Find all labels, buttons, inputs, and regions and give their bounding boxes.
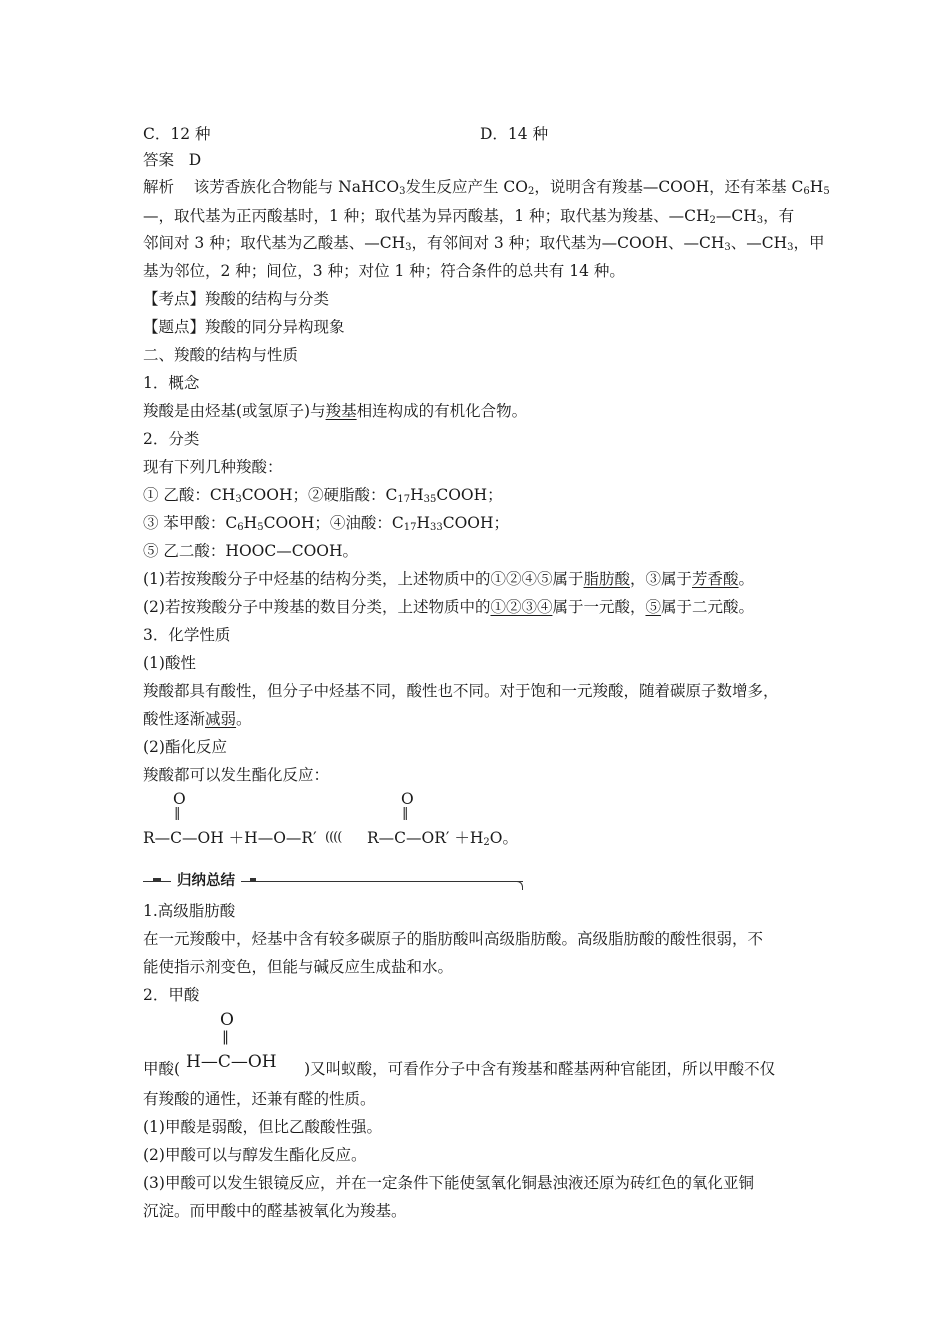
acid-text: COOH；②硬脂酸：C bbox=[241, 486, 398, 504]
acid-text: H bbox=[410, 486, 424, 504]
analysis-label: 解析 bbox=[143, 178, 175, 196]
banner-end bbox=[516, 881, 523, 890]
acid-list-line-3: ⑤ 乙二酸：HOOC—COOH。 bbox=[143, 542, 359, 560]
analysis-text: —，取代基为正丙酸基时，1 种；取代基为异丙酸基，1 种；取代基为羧基、—CH bbox=[143, 207, 710, 225]
classification-q1 bbox=[143, 567, 754, 591]
equation-reactants: R—C—OH ＋H—O—R′ bbox=[143, 829, 317, 847]
formic-text-1 bbox=[143, 1057, 775, 1081]
formic-point-3-cont: 沉淀。而甲酸中的醛基被氧化为羧基。 bbox=[143, 1202, 407, 1220]
acid-text: COOH； bbox=[436, 486, 503, 504]
q2-text: (2)若按羧酸分子中羧基的数目分类，上述物质中的 bbox=[143, 598, 491, 616]
double-bond-left: ‖ bbox=[174, 806, 181, 821]
equation-products-text: R—C—OR′ ＋H bbox=[367, 829, 484, 847]
formic-point-1: (1)甲酸是弱酸，但比乙酸酸性强。 bbox=[143, 1118, 382, 1136]
analysis-text: 邻间对 3 种；取代基为乙酸基、—CH bbox=[143, 234, 406, 252]
formic-chain: H—C—OH bbox=[186, 1052, 277, 1072]
acidity-text: 。 bbox=[236, 710, 252, 728]
acid-text: COOH； bbox=[442, 514, 510, 532]
q2-answer-1: ①②③④ bbox=[490, 598, 553, 616]
q1-answer-1: 脂肪酸 bbox=[583, 570, 630, 588]
summary-heading-2: 2．甲酸 bbox=[143, 986, 200, 1004]
acid-list-line-1: ① 乙酸：$CH_3COOH$；②硬脂酸：$C_{17}H_{35}COOH$； bbox=[143, 486, 503, 505]
q1-text: ，③属于 bbox=[629, 570, 692, 588]
esterification-text: 羧酸都可以发生酯化反应： bbox=[143, 766, 330, 784]
esterification-title: (2)酯化反应 bbox=[143, 738, 227, 756]
classification-title: 2．分类 bbox=[143, 430, 200, 448]
section-heading: 二、羧酸的结构与性质 bbox=[143, 346, 299, 364]
analysis-text: ，有 bbox=[763, 207, 795, 225]
kaodian: 【考点】羧酸的结构与分类 bbox=[143, 290, 330, 308]
analysis-text: 该芳香族化合物能与 NaHCO bbox=[193, 178, 400, 196]
concept-text-post: 相连构成的有机化合物。 bbox=[356, 402, 528, 420]
classification-intro: 现有下列几种羧酸： bbox=[143, 458, 283, 476]
analysis-text: 、—CH bbox=[730, 234, 788, 252]
analysis-text: —CH bbox=[715, 207, 757, 225]
classification-q2 bbox=[143, 595, 754, 619]
formic-point-2: (2)甲酸可以与醇发生酯化反应。 bbox=[143, 1146, 367, 1164]
q2-text: 属于一元酸， bbox=[552, 598, 646, 616]
acid-text: H bbox=[416, 514, 430, 532]
summary-text-2: 能使指示剂变色，但能与碱反应生成盐和水。 bbox=[143, 958, 454, 976]
acidity-text-1: 羧酸都具有酸性，但分子中烃基不同，酸性也不同。对于饱和一元羧酸，随着碳原子数增多， bbox=[143, 682, 779, 700]
concept-title: 1．概念 bbox=[143, 374, 200, 392]
analysis-text: 发生反应产生 CO bbox=[405, 178, 528, 196]
properties-title: 3．化学性质 bbox=[143, 626, 231, 644]
analysis-text: ，甲 bbox=[793, 234, 825, 252]
formic-point-3: (3)甲酸可以发生银镜反应，并在一定条件下能使氢氧化铜悬浊液还原为砖红色的氧化亚铜 bbox=[143, 1174, 754, 1192]
equation-products bbox=[367, 826, 518, 848]
formic-double-bond: ‖ bbox=[222, 1029, 229, 1045]
analysis-line-4: 基为邻位，2 种；间位，3 种；对位 1 种；符合条件的总共有 14 种。 bbox=[143, 262, 625, 280]
concept-answer: 羧基 bbox=[325, 402, 357, 420]
option-c: C．12 种 bbox=[143, 125, 211, 143]
analysis-line-3: 邻间对 3 种；取代基为乙酸基、$—CH_3$，有邻间对 3 种；取代基为—COOH、$—CH_3$、$—CH_3$，甲 bbox=[143, 234, 825, 253]
acidity-answer: 减弱 bbox=[205, 710, 237, 728]
acidity-text-2 bbox=[143, 707, 252, 731]
equation-products-end: O。 bbox=[489, 829, 518, 847]
q1-text: 。 bbox=[738, 570, 755, 588]
formic-text-2: 有羧酸的通性，还兼有醛的性质。 bbox=[143, 1090, 376, 1108]
concept-text bbox=[143, 399, 527, 423]
reaction-arrow: (((( bbox=[325, 830, 342, 845]
q2-answer-2: ⑤ bbox=[645, 598, 662, 616]
analysis-text: ，有邻间对 3 种；取代基为—COOH、—CH bbox=[411, 234, 725, 252]
double-bond-right: ‖ bbox=[402, 806, 409, 821]
acidity-title: (1)酸性 bbox=[143, 654, 196, 672]
formic-text: 甲酸( bbox=[143, 1060, 181, 1078]
formic-carbonyl-o: O bbox=[220, 1010, 234, 1030]
q2-text: 属于二元酸。 bbox=[661, 598, 755, 616]
acid-text: COOH；④油酸：C bbox=[263, 514, 404, 532]
q1-answer-2: 芳香酸 bbox=[692, 570, 739, 588]
summary-text-1: 在一元羧酸中，烃基中含有较多碳原子的脂肪酸叫高级脂肪酸。高级脂肪酸的酸性很弱，不 bbox=[143, 930, 764, 948]
banner-mark-left bbox=[153, 878, 161, 881]
analysis-line-2: —，取代基为正丙酸基时，1 种；取代基为异丙酸基，1 种；取代基为羧基、$—CH_2—CH_3$，有 bbox=[143, 207, 795, 226]
analysis-text: ，说明含有羧基—COOH，还有苯基 C bbox=[534, 178, 804, 196]
formic-text: )又叫蚁酸，可看作分子中含有羧基和醛基两种官能团，所以甲酸不仅 bbox=[304, 1060, 776, 1078]
acid-text: ③ 苯甲酸：C bbox=[143, 514, 238, 532]
answer-value: D bbox=[188, 151, 202, 169]
esterification-equation bbox=[143, 790, 703, 860]
carbonyl-o-left: O bbox=[173, 790, 186, 808]
water-subscript: 2 bbox=[483, 837, 490, 848]
acid-text: H bbox=[243, 514, 258, 532]
banner-mark-right bbox=[250, 878, 256, 882]
answer-line bbox=[143, 148, 201, 172]
banner-title: 归纳总结 bbox=[171, 871, 241, 891]
tidian: 【题点】羧酸的同分异构现象 bbox=[143, 318, 345, 336]
acidity-text: 酸性逐渐 bbox=[143, 710, 206, 728]
summary-heading-1: 1.高级脂肪酸 bbox=[143, 902, 236, 920]
answer-label: 答案 bbox=[143, 151, 175, 169]
analysis-line-1: 解析 该芳香族化合物能与 NaHCO$_3$发生反应产生 $CO_2$，说明含有羧基—COOH，还有苯基 $C_6H_5$ bbox=[143, 178, 830, 197]
summary-banner bbox=[143, 872, 523, 892]
carbonyl-o-right: O bbox=[401, 790, 414, 808]
acid-text: ① 乙酸：CH bbox=[143, 486, 236, 504]
acid-list-line-2: ③ 苯甲酸：$C_6H_5COOH$；④油酸：$C_{17}H_{33}COOH$； bbox=[143, 514, 510, 533]
option-d: D．14 种 bbox=[480, 125, 549, 143]
q1-text: (1)若按羧酸分子中烃基的结构分类，上述物质中的①②④⑤属于 bbox=[143, 570, 584, 588]
concept-text-pre: 羧酸是由烃基(或氢原子)与 bbox=[143, 402, 326, 420]
